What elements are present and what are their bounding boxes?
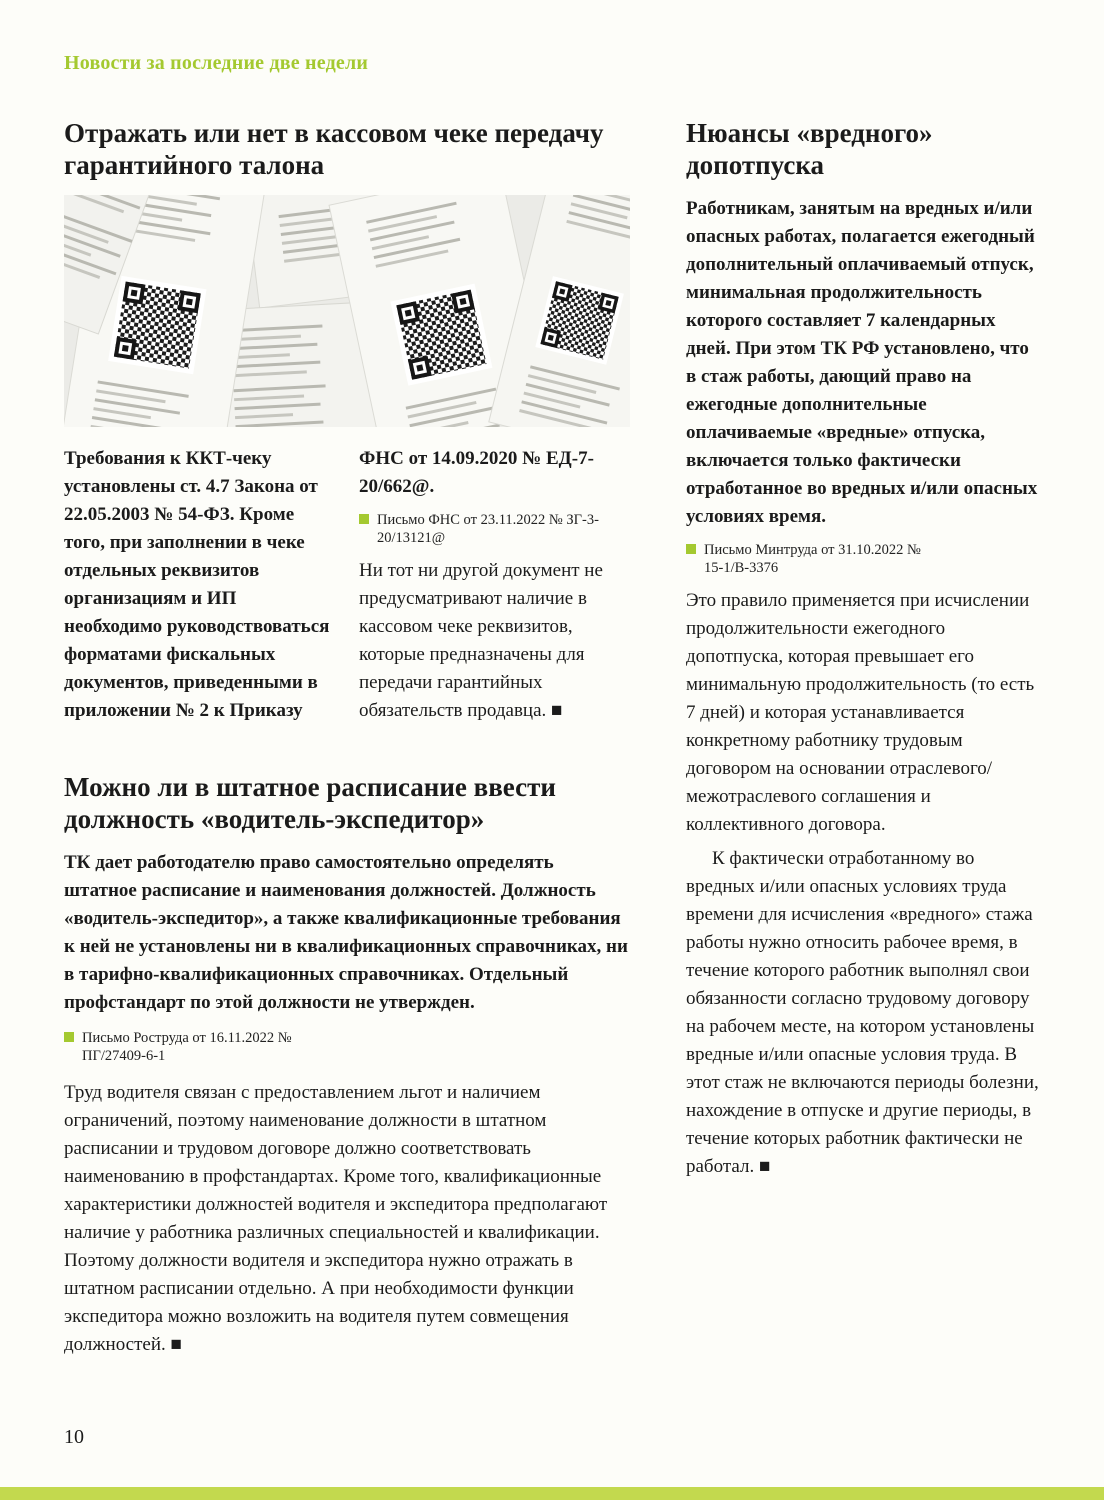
article-vacation-title: Нюансы «вредного» допотпуска [686,118,933,180]
section-kicker: Новости за последние две недели [64,52,369,74]
vacation-lead: Работникам, занятым на вредных и/или опасных работах, полагается ежегодный дополнительный оплачиваемый отпуск, минимальная продолжительность которого составляет 7 календарных дней. При этом ТК РФ установлено, что в стаж работы, дающий право на ежегодные дополнительные оплачиваемые «вредные» отпуска, включается только фактически отработанное во вредных и/или опасных условиях время. [686,198,1038,527]
page-number: 10 [64,1426,84,1448]
receipt-col2-lead: ФНС от 14.09.2020 № ЕД-7-20/662@. [359,448,594,497]
reference-bullet-icon [64,1032,74,1042]
vacation-body-1: Это правило применяется при исчислении продолжительности ежегодного допотпуска, которая превышает его минимальную продолжительность (то есть 7 дней) и которая устанавливается конкретному работнику трудовым договором на основании отраслевого/межотраслевого соглашения и коллективного договора. [686,590,1035,835]
receipt-reference [359,511,609,547]
staffing-reference [64,1029,314,1065]
receipt-col2 [359,445,630,725]
reference-text: Письмо ФНС от 23.11.2022 № ЗГ-3-20/13121@ [377,512,599,546]
article-receipt [64,117,630,725]
receipts-photo [64,195,630,427]
article-receipt-title: Отражать или нет в кассовом чеке передачу гарантийного талона [64,118,604,180]
article-staffing-title: Можно ли в штатное расписание ввести должность «водитель-экспедитор» [64,772,556,834]
bottom-accent-bar [0,1487,1104,1500]
right-column [686,117,1040,1181]
reference-text: Письмо Минтруда от 31.10.2022 № 15-1/В-3376 [704,542,921,576]
staffing-lead: ТК дает работодателю право самостоятельно определять штатное расписание и наименования должностей. Должность «водитель-экспедитор», а также квалификационные требования к ней не установлены ни в квалификационных справочниках, ни в тарифно-квалификационных справочниках. Отдельный профстандарт по этой должности не утвержден. [64,852,628,1013]
receipt-col1-text: Требования к ККТ-чеку установлены ст. 4.7 Закона от 22.05.2003 № 54-ФЗ. Кроме того, при заполнении в чеке отдельных реквизитов организациям и ИП необходимо руководствоваться форматами фискальных документов, приведенными в приложении № 2 к Приказу [64,448,330,721]
vacation-reference [686,541,936,577]
article-staffing [64,771,630,1359]
vacation-body-2: К фактически отработанному во вредных и/или опасных условиях труда времени для исчисления «вредного» стажа работы нужно относить рабочее время, в течение которого работник выполнял свои обязанности согласно трудовому договору на рабочем месте, на котором установлены вредные и/или опасные условия труда. В этот стаж не включаются периоды болезни, нахождение в отпуске и другие периоды, в течение которых работник фактически не работал. ■ [686,848,1039,1177]
receipts-photo-illustration [64,195,630,427]
receipt-article-columns [64,445,630,725]
page-content [64,52,1040,1359]
receipt-col2-body: Ни тот ни другой документ не предусматривают наличие в кассовом чеке реквизитов, которые предназначены для передачи гарантийных обязательств продавца. ■ [359,560,603,721]
staffing-body: Труд водителя связан с предоставлением льгот и наличием ограничений, поэтому наименование должности в штатном расписании и трудовом договоре должно соответствовать наименованию в профстандартах. Кроме того, квалификационные характеристики должностей водителя и экспедитора предполагают наличие у работника различных специальностей и квалификации. Поэтому должности водителя и экспедитора нужно отражать в штатном расписании отдельно. А при необходимости функции экспедитора можно возложить на водителя путем совмещения должностей. ■ [64,1082,608,1355]
columns [64,117,1040,1359]
left-column [64,117,630,1359]
reference-bullet-icon [686,544,696,554]
article-vacation [686,117,1040,1181]
reference-bullet-icon [359,514,369,524]
reference-text: Письмо Роструда от 16.11.2022 № ПГ/27409-6-1 [82,1030,292,1064]
